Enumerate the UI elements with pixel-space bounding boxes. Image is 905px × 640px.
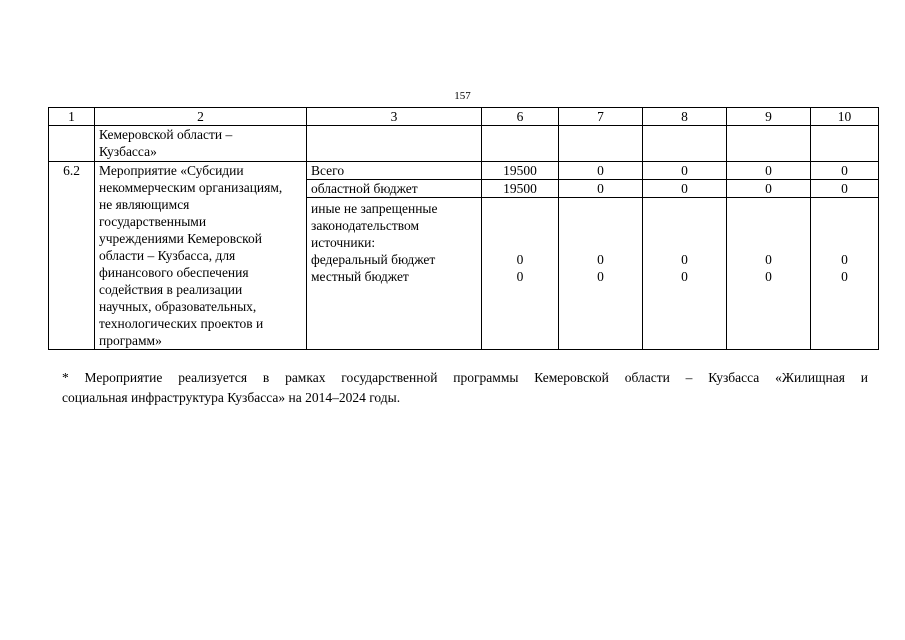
local-value: 0 [841, 269, 848, 284]
continuation-cell [727, 126, 811, 162]
continuation-id-cell [49, 126, 95, 162]
budget-table [48, 107, 879, 350]
continuation-cell [307, 126, 482, 162]
federal-value: 0 [765, 252, 772, 267]
value-cell: 19500 [482, 162, 559, 180]
other-sources-line: источники: [311, 235, 376, 250]
continuation-cell [559, 126, 643, 162]
value-cell: 0 [559, 180, 643, 198]
header-cell-8: 8 [643, 108, 727, 126]
continuation-name-line: Кузбасса» [99, 144, 157, 159]
federal-value: 0 [681, 252, 688, 267]
page-number: 157 [454, 90, 471, 102]
header-row [49, 108, 879, 126]
value-cell [643, 198, 727, 350]
value-cell: 0 [643, 162, 727, 180]
local-value: 0 [765, 269, 772, 284]
item-name-line: государственными [99, 214, 207, 229]
continuation-cell [482, 126, 559, 162]
table-row [49, 162, 879, 180]
value-cell: 0 [811, 162, 879, 180]
item-name-line: некоммерческим организациям, [99, 180, 283, 195]
continuation-name-line: Кемеровской области – [99, 127, 233, 142]
header-cell-3: 3 [307, 108, 482, 126]
value-cell [727, 198, 811, 350]
header-cell-1: 1 [49, 108, 95, 126]
value-cell: 0 [727, 162, 811, 180]
continuation-cell [811, 126, 879, 162]
item-id-cell: 6.2 [49, 162, 95, 350]
item-name-cell [95, 162, 307, 350]
header-cell-9: 9 [727, 108, 811, 126]
value-cell: 0 [727, 180, 811, 198]
header-cell-2: 2 [95, 108, 307, 126]
continuation-name-cell [95, 126, 307, 162]
federal-value: 0 [841, 252, 848, 267]
value-cell [811, 198, 879, 350]
footnote [62, 368, 868, 408]
local-budget-label: местный бюджет [311, 269, 409, 284]
header-cell-10: 10 [811, 108, 879, 126]
header-cell-6: 6 [482, 108, 559, 126]
federal-value: 0 [597, 252, 604, 267]
local-value: 0 [681, 269, 688, 284]
source-label-regional: областной бюджет [307, 180, 482, 198]
value-cell [482, 198, 559, 350]
item-name-line: учреждениями Кемеровской [99, 231, 262, 246]
local-value: 0 [597, 269, 604, 284]
item-name-line: не являющимся [99, 197, 190, 212]
value-cell [559, 198, 643, 350]
local-value: 0 [516, 269, 524, 284]
item-name-line: программ» [99, 333, 162, 348]
footnote-line: социальная инфраструктура Кузбасса» на 2014–2024 годы. [62, 390, 401, 405]
header-cell-7: 7 [559, 108, 643, 126]
item-name-line: содействия в реализации [99, 282, 243, 297]
item-name-line: финансового обеспечения [99, 265, 249, 280]
other-sources-cell [307, 198, 482, 350]
footnote-line: * Мероприятие реализуется в рамках государственной программы Кемеровской области – Кузбасса «Жилищная и [62, 370, 868, 385]
item-name-line: научных, образовательных, [99, 299, 257, 314]
continuation-row [49, 126, 879, 162]
value-cell: 0 [811, 180, 879, 198]
value-cell: 0 [643, 180, 727, 198]
value-cell: 19500 [482, 180, 559, 198]
federal-value: 0 [516, 252, 524, 267]
federal-budget-label: федеральный бюджет [311, 252, 436, 267]
item-name-line: технологических проектов и [99, 316, 264, 331]
item-name-line: Мероприятие «Субсидии [99, 163, 244, 178]
item-name-line: области – Кузбасса, для [99, 248, 236, 263]
value-cell: 0 [559, 162, 643, 180]
source-label-total: Всего [307, 162, 482, 180]
continuation-cell [643, 126, 727, 162]
other-sources-line: иные не запрещенные [311, 201, 438, 216]
other-sources-line: законодательством [311, 218, 420, 233]
